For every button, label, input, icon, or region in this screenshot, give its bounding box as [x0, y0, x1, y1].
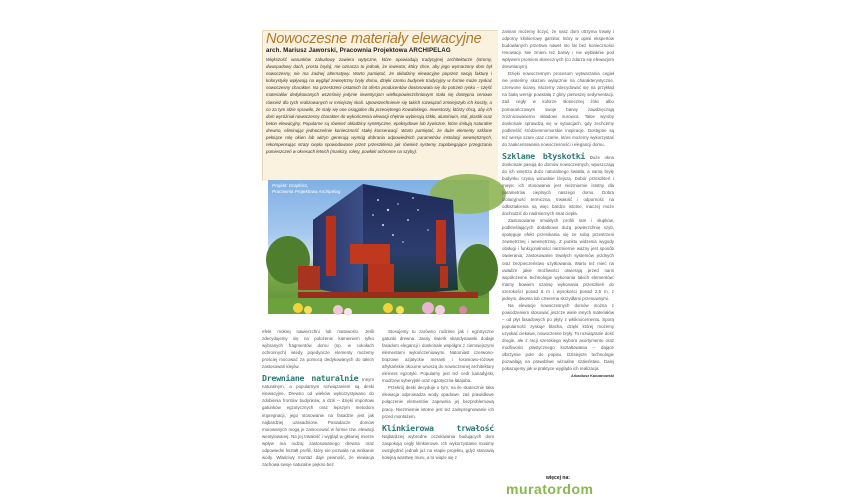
- paragraph: efekt mokrej nawierzchni lub matowości. Jeśli zdecydujemy się na położenie kamieniem tylko wybranych fragmentów domu (np. w cokołach ochronnych) wtedy pojedyncze elementy możemy prościej mocować za pomocą dedykowanych do takich zastosowań klejów.: [262, 329, 374, 370]
- paragraph-glass: Szklane błyskotki Duże okna doskonale pasują do domów nowoczesnych, wpuszczają do ich wnętrza dużo naturalnego światła, a samą bryłę budynku czynią wizualnie lżejszą. Dobór przeszkleń i miejsc ich stosowania jest niezmiernie istotny dla parametrów cieplnych naszego domu. Dobra izolacyjność termiczna, trwałość i odporność na odkształcenia są więc bardzo istotne, inaczej może dochodzić do nadmiernych strat ciepła.: [502, 150, 614, 217]
- subheading-clinker: Klinkierowa trwałość: [382, 422, 494, 433]
- paragraph-wood: Drewniane naturalnie Innym naturalnym, a popularnym rozwiązaniem są deski elewacyjne. Drewno od wieków wykorzystywano do zdobienia frontów budynków, a dziś – dzięki importowi gatunków egzotycznych oraz lepszym metodom impregnacji, jego stosowanie na fasadzie jest jak najbardziej uzasadnione. Posiadacze domów murowanych mogą je zamocować w formie tzw. elewacji wentylowanej. Na jej trwałość i wygląd w głównej mierze wpływ ma rodzaj zastosowanego drewna oraz odpowiedni kształt profili, który nie pozwala na wnikanie wody. Właściwy montaż daje pewność, że elewacja zachowa swoje naturalne piękno bez: [262, 373, 374, 467]
- muratordom-logo: muratordom: [506, 481, 594, 497]
- paragraph: Stosujemy tu zarówno rodzime jak i egzotyczne gatunki drewna. Jasny świerk skandynawski dodaje fasadom elegancji i doskonale współgra z ciemniejszymi elementami wykończeniowymi. Natomiast czerwono-brązowe azjatyckie meranti i łososiowo-różowe afrykańskie okoume wnoszą do nowoczesnej architektury element egzotyki. Popularny jest też cedr kanadyjski, modrzew syberyjski oraz egzotyczna łatajuba.: [382, 329, 494, 384]
- paragraph-clinker: Klinkierowa trwałość Najbardziej wybredne oczekiwania budujących dom zaspokoją cegły klinkierowe. Ich wykorzystanie musimy uwzględnić jednak już na etapie projektu, gdyż stanowią kolejną warstwę muru, a to wiąże się z: [382, 422, 494, 460]
- paragraph: Zastosowanie smukłych profili ram i słupków, podkreślających dodatkowo dużą powierzchnię szyb, spotęguje efekt przenikania się ze sobą przestrzeni zewnętrznej i wewnętrznej. Z punktu widzenia wygody obsługi i funkcjonalności niezmiernie ważny jest sposób otwierania, zastosowanie trwałych systemów jezdnych oraz bezpieczeństwo użytkowania. Warto też mieć na uwadze jakie możliwości otwierają przed nami współczesne technologie wykonania takich elementów: mamy bowiem szansę wykonania przeszkleń do szerokości ponad 6 m i wysokości ponad 2,5 m, z jednym, dwoma lub czterema skrzydłami przesuwnymi.: [502, 218, 614, 301]
- house-illustration: [268, 180, 489, 314]
- subheading-glass: Szklane błyskotki: [502, 150, 586, 161]
- paragraph: Dzięki nowoczesnym procesom wytwarzania cegieł nie jesteśmy skazani wyłącznie na charakterystyczne, czerwone ściany. Możemy zdecydować się na przykład na białą wersję powstałą z gliny pierwszej sedymentacji. Zaś cegły w kolorze słonecznej żółci albo pomarańczowym swoje barwy zawdzięczają zróżnicowanemu składowi surowca. Takie wyroby doskonale sprawdzą się w sytuacjach, gdy zechcemy podkreślić śródziemnomorskie inspiracje. Dostępne są też wersje szare oraz czarne, które możemy wykorzystać do zaakcentowania nowoczesności i elegancji domu.: [502, 71, 614, 147]
- subheading-wood: Drewniane naturalnie: [262, 373, 359, 384]
- house-photo: [268, 180, 489, 314]
- paragraph: zamian możemy liczyć, że nasz dom otrzyma trwały i odporny klinkierowy garnitur, który w opinii ekspertów budowlanych przetrwa nawet sto lat bez konieczności renowacji. Nie zmieni też barwy i nie wyblaknie pod wpływem promieni słonecznych (co zdarza się elewacjom drewnianym).: [502, 29, 615, 70]
- more-label: więcej na:: [546, 475, 570, 481]
- article-title: Nowoczesne materiały elewacyjne: [266, 31, 482, 47]
- column-2: [382, 328, 494, 461]
- author-signature: Arkadiusz Kaczanowski: [570, 374, 614, 379]
- article-author: arch. Mariusz Jaworski, Pracownia Projektowa ARCHIPELAG: [266, 47, 451, 54]
- photo-caption: Projekt: Graphics, Pracownia Projektowa Archipelag: [272, 183, 341, 194]
- column-3: [502, 28, 614, 380]
- paragraph: Przekrój deski decyduje o tym, na ile skutecznie taka elewacja odprowadza wody opadowe, zaś prawidłowe połączenie elementów zapewnia jej bezproblemową pracę. Niezmiernie istotne jest też zaimpregnowanie ich przed montażem.: [382, 385, 494, 419]
- column-1: [262, 328, 374, 468]
- intro-text: Większość warunków zabudowy zawiera wytyczne, które opowiadają tradycyjnej architekturze (stromy, dwuspadowy dach, prosta bryła), nie oznacza to jednak, że inwestor, który chce, aby jego wymarzony dom był nowoczesny, nie ma żadnej alternatywy. Warto pamiętać, że okładziny elewacyjne poprzez swoją fakturę i kolorystykę wpływają na wygląd zewnętrzny bryły domu, dzięki czemu budynek tradycyjny w formie może zyskać nowoczesny charakter. Na przestrzeni ostatnich lat oferta producentów dostosowała się do potrzeb rynku – część materiałów dedykowanych wcześniej jedynie inwestycjom wielkopowierzchniowym stała się dostępna cenowo również dla tych realizowanych w mniejszej skali. Upowszechnienie się takich rozwiązań zmniejszyło ich koszty, a co za tym idzie sprawiło, że stały się one osiągalne dla przeciętnego Kowalskiego. Inwestorzy, którzy chcą, aby ich dom wyróżniał nowoczesny charakter do wykończenia elewacji chętnie wybierają szkło, aluminium, stal, plastik oraz beton elewacyjny. Popularne są również okładziny syntetyczne, epoksydowe lub żywiczne, które imitują naturalne drewno, eliminując jednocześnie konieczność stałej konserwacji. Warto pamiętać, że duże elementy szklane pełniące rolę okien lub witryn generują wymóg dobrania odpowiednich parametrów instalacji wewnętrznych, rekompensując straty ciepła spowodowane przez przeszklenia jak również systemy zapobiegające przegrzaniu pomieszczeń w okresach letnich (markizy, rolety, powłoki ochronne na szyby).: [266, 57, 492, 155]
- paragraph: Na elewacje nowoczesnych domów można z powodzeniem stosować jeszcze wiele innych materiałów – od płyt fasadowych po płyty z włóknocementu. Sporą popularność zyskuje blacha, dzięki której możemy uzyskać ciekawe, nowoczesne bryły. To rozwiązanie dość drogie, ale z racji szerokiego wyboru asortymentu oraz możliwości plastycznego kształtowania – dające olbrzymie pole do popisu. Dzisiejsze technologie pozwalają na prawdziwe wizualne szaleństwo. Dalej pokazujemy jak w praktyce wygląda ich realizacja.: [502, 302, 614, 372]
